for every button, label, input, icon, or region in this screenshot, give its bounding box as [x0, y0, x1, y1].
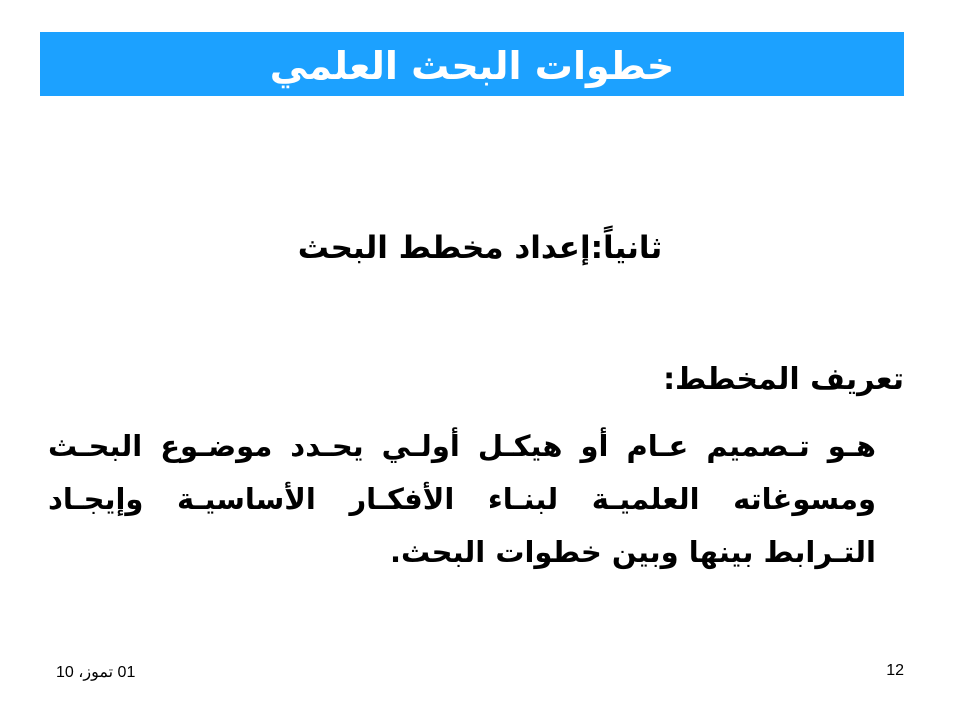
slide-subtitle: ثانياً:إعداد مخطط البحث: [297, 230, 663, 266]
page-number: 12: [886, 662, 904, 679]
title-bar: [40, 32, 904, 96]
footer-date: 01 تموز، 10: [56, 664, 136, 681]
slide-title: خطوات البحث العلمي: [269, 44, 675, 88]
definition-body: هـو تـصميم عـام أو هيكـل أولـي يحـدد موضـوع البحـث ومسوغاته العلميـة لبنـاء الأفكـار الأساسيـة وإيجـاد التـرابط بينها وبين خطوات البحث.: [48, 429, 876, 569]
definition-label: تعريف المخطط:: [663, 362, 904, 397]
